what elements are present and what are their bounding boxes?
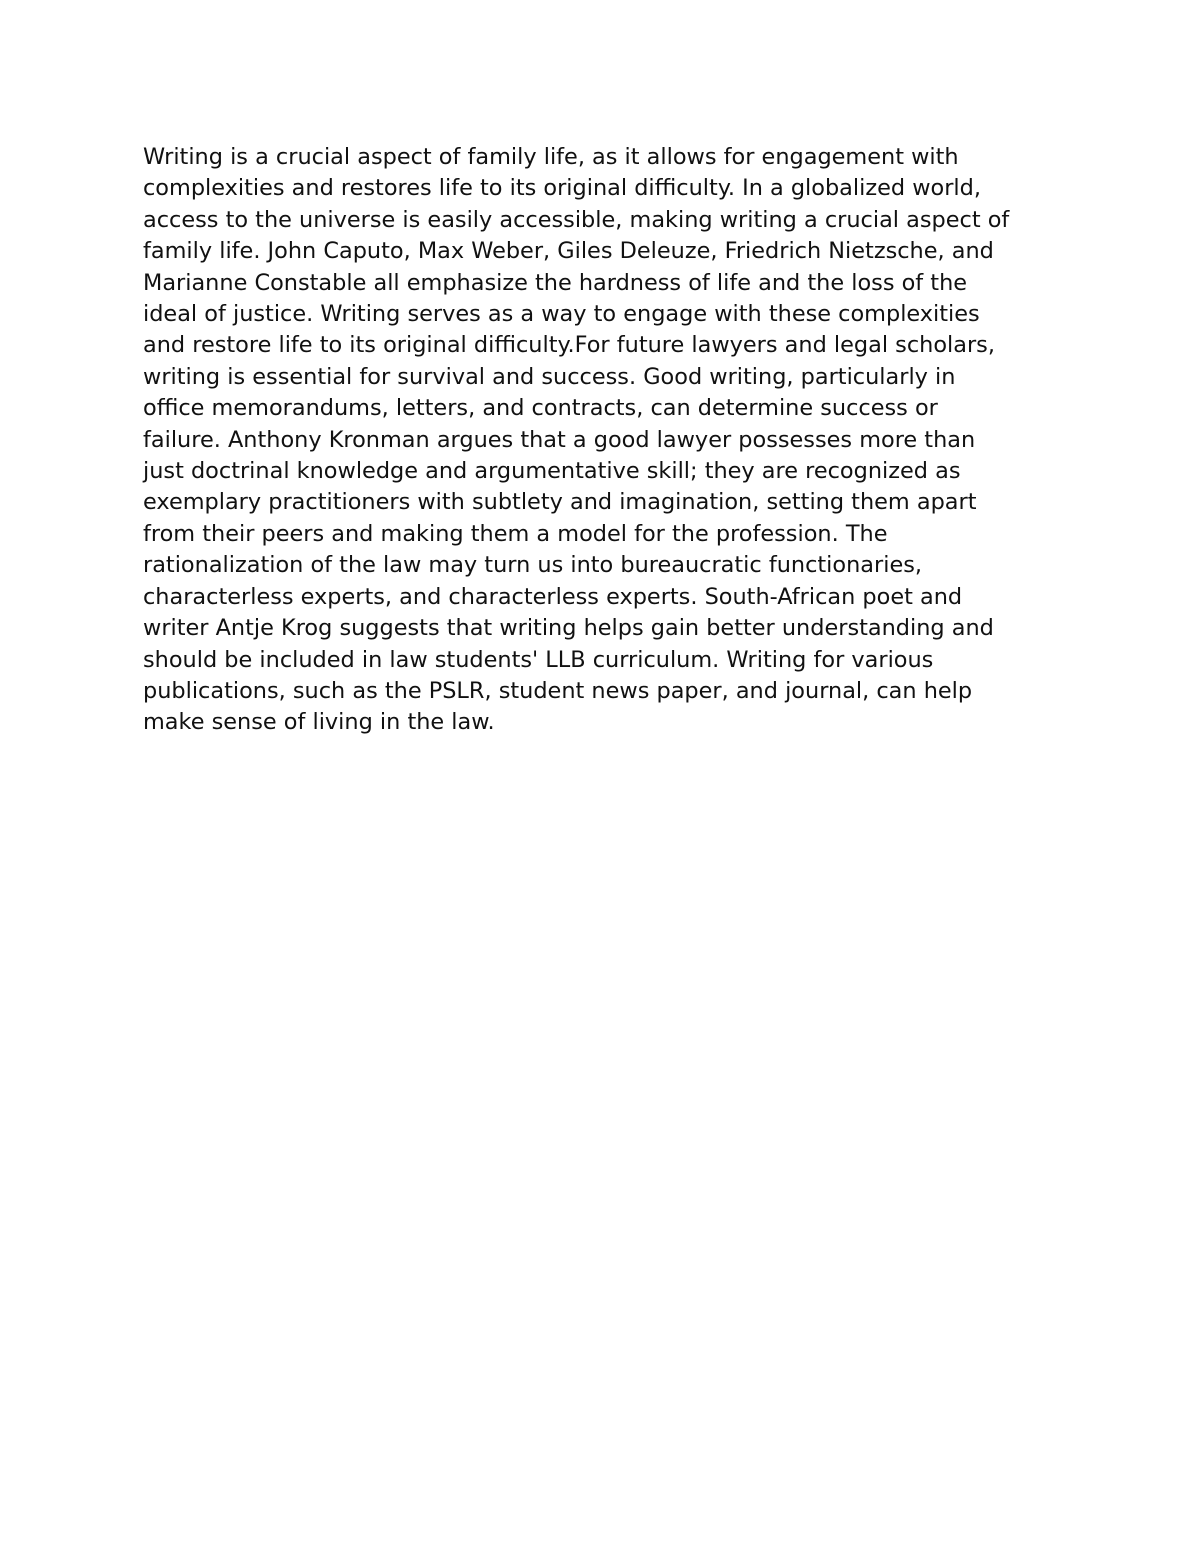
- body-paragraph: Writing is a crucial aspect of family life, as it allows for engagement with complexities and restores life to its original difficulty. In a globalized world, access to the universe is easily accessible, making writing a crucial aspect of family life. John Caputo, Max Weber, Giles Deleuze, Friedrich Nietzsche, and Marianne Constable all emphasize the hardness of life and the loss of the ideal of justice. Writing serves as a way to engage with these complexities and restore life to its original difficulty.For future lawyers and legal scholars, writing is essential for survival and success. Good writing, particularly in office memorandums, letters, and contracts, can determine success or failure. Anthony Kronman argues that a good lawyer possesses more than just doctrinal knowledge and argumentative skill; they are recognized as exemplary practitioners with subtlety and imagination, setting them apart from their peers and making them a model for the profession. The rationalization of the law may turn us into bureaucratic functionaries, characterless experts, and characterless experts. South-African poet and writer Antje Krog suggests that writing helps gain better understanding and should be included in law students' LLB curriculum. Writing for various publications, such as the PSLR, student news paper, and journal, can help make sense of living in the law.: [143, 144, 1010, 736]
